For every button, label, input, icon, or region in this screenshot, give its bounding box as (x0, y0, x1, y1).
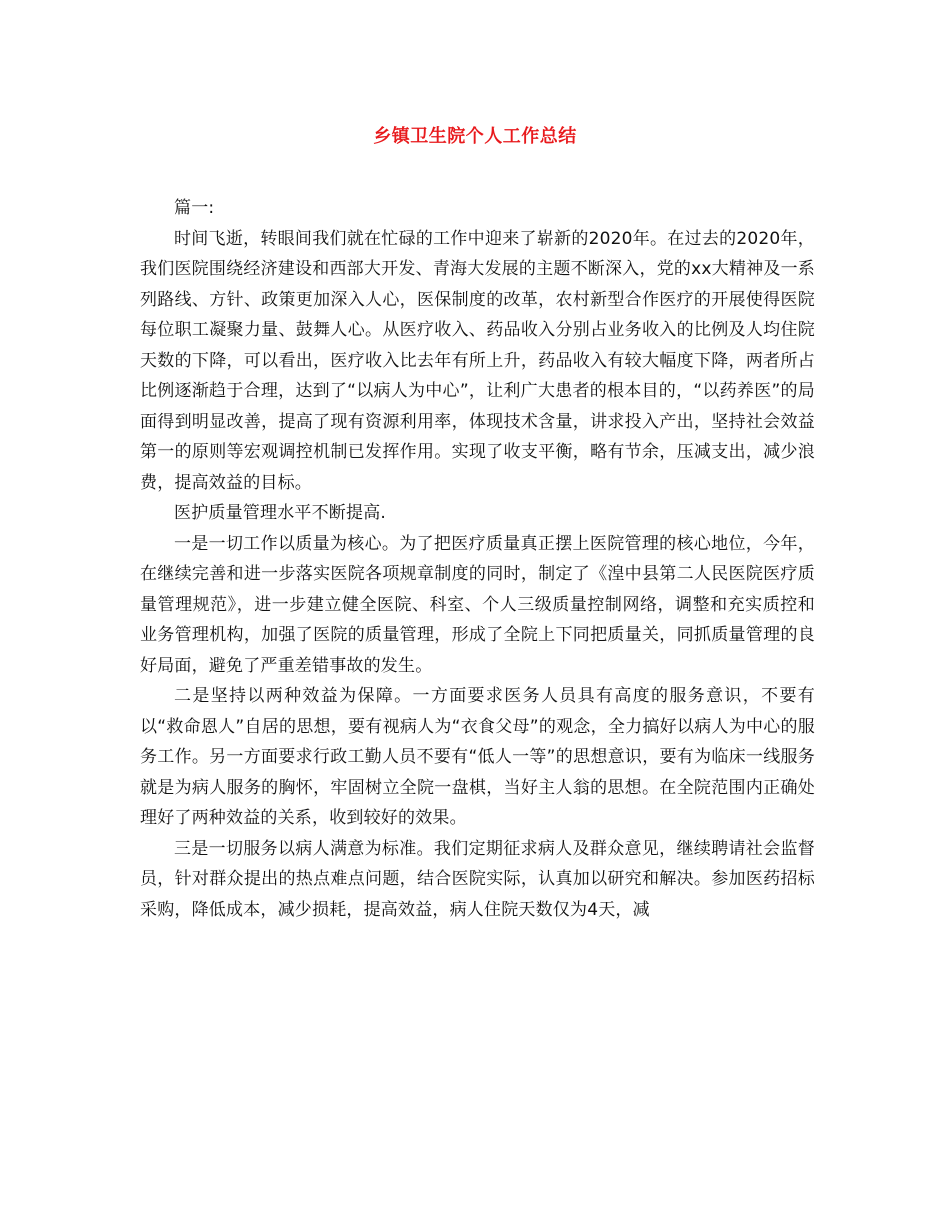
paragraph-point-one: 一是一切工作以质量为核心。为了把医疗质量真正摆上医院管理的核心地位，今年，在继续完善和进一步落实医院各项规章制度的同时，制定了《湟中县第二人民医院医疗质量管理规范》，进一步建立健全医院、科室、个人三级质量控制网络，调整和充实质控和业务管理机构，加强了医院的质量管理，形成了全院上下同把质量关，同抓质量管理的良好局面，避免了严重差错事故的发生。 (140, 533, 815, 676)
document-body (140, 193, 815, 925)
paragraph-point-two: 二是坚持以两种效益为保障。一方面要求医务人员具有高度的服务意识，不要有以“救命恩人”自居的思想，要有视病人为“衣食父母”的观念，全力搞好以病人为中心的服务工作。另一方面要求行政工勤人员不要有“低人一等”的思想意识，要有为临床一线服务就是为病人服务的胸怀，牢固树立全院一盘棋，当好主人翁的思想。在全院范围内正确处理好了两种效益的关系，收到较好的效果。 (140, 686, 815, 828)
paragraph-point-three: 三是一切服务以病人满意为标准。我们定期征求病人及群众意见，继续聘请社会监督员，针对群众提出的热点难点问题，结合医院实际，认真加以研究和解决。参加医药招标采购，降低成本，减少损耗，提高效益，病人住院天数仅为4天，减 (140, 838, 815, 920)
paragraph-quality-heading: 医护质量管理水平不断提高. (174, 503, 387, 523)
paragraph-section-label: 篇一: (174, 198, 215, 218)
document-title: 乡镇卫生院个人工作总结 (373, 126, 577, 147)
paragraph-intro: 时间飞逝，转眼间我们就在忙碌的工作中迎来了崭新的2020年。在过去的2020年，我们医院围绕经济建设和西部大开发、青海大发展的主题不断深入，党的xx大精神及一系列路线、方针、政策更加深入人心，医保制度的改革，农村新型合作医疗的开展使得医院每位职工凝聚力量、鼓舞人心。从医疗收入、药品收入分别占业务收入的比例及人均住院天数的下降，可以看出，医疗收入比去年有所上升，药品收入有较大幅度下降，两者所占比例逐渐趋于合理，达到了“以病人为中心”，让利广大患者的根本目的，“以药养医”的局面得到明显改善，提高了现有资源利用率，体现技术含量，讲求投入产出，坚持社会效益第一的原则等宏观调控机制已发挥作用。实现了收支平衡，略有节余，压减支出，减少浪费，提高效益的目标。 (140, 228, 815, 493)
